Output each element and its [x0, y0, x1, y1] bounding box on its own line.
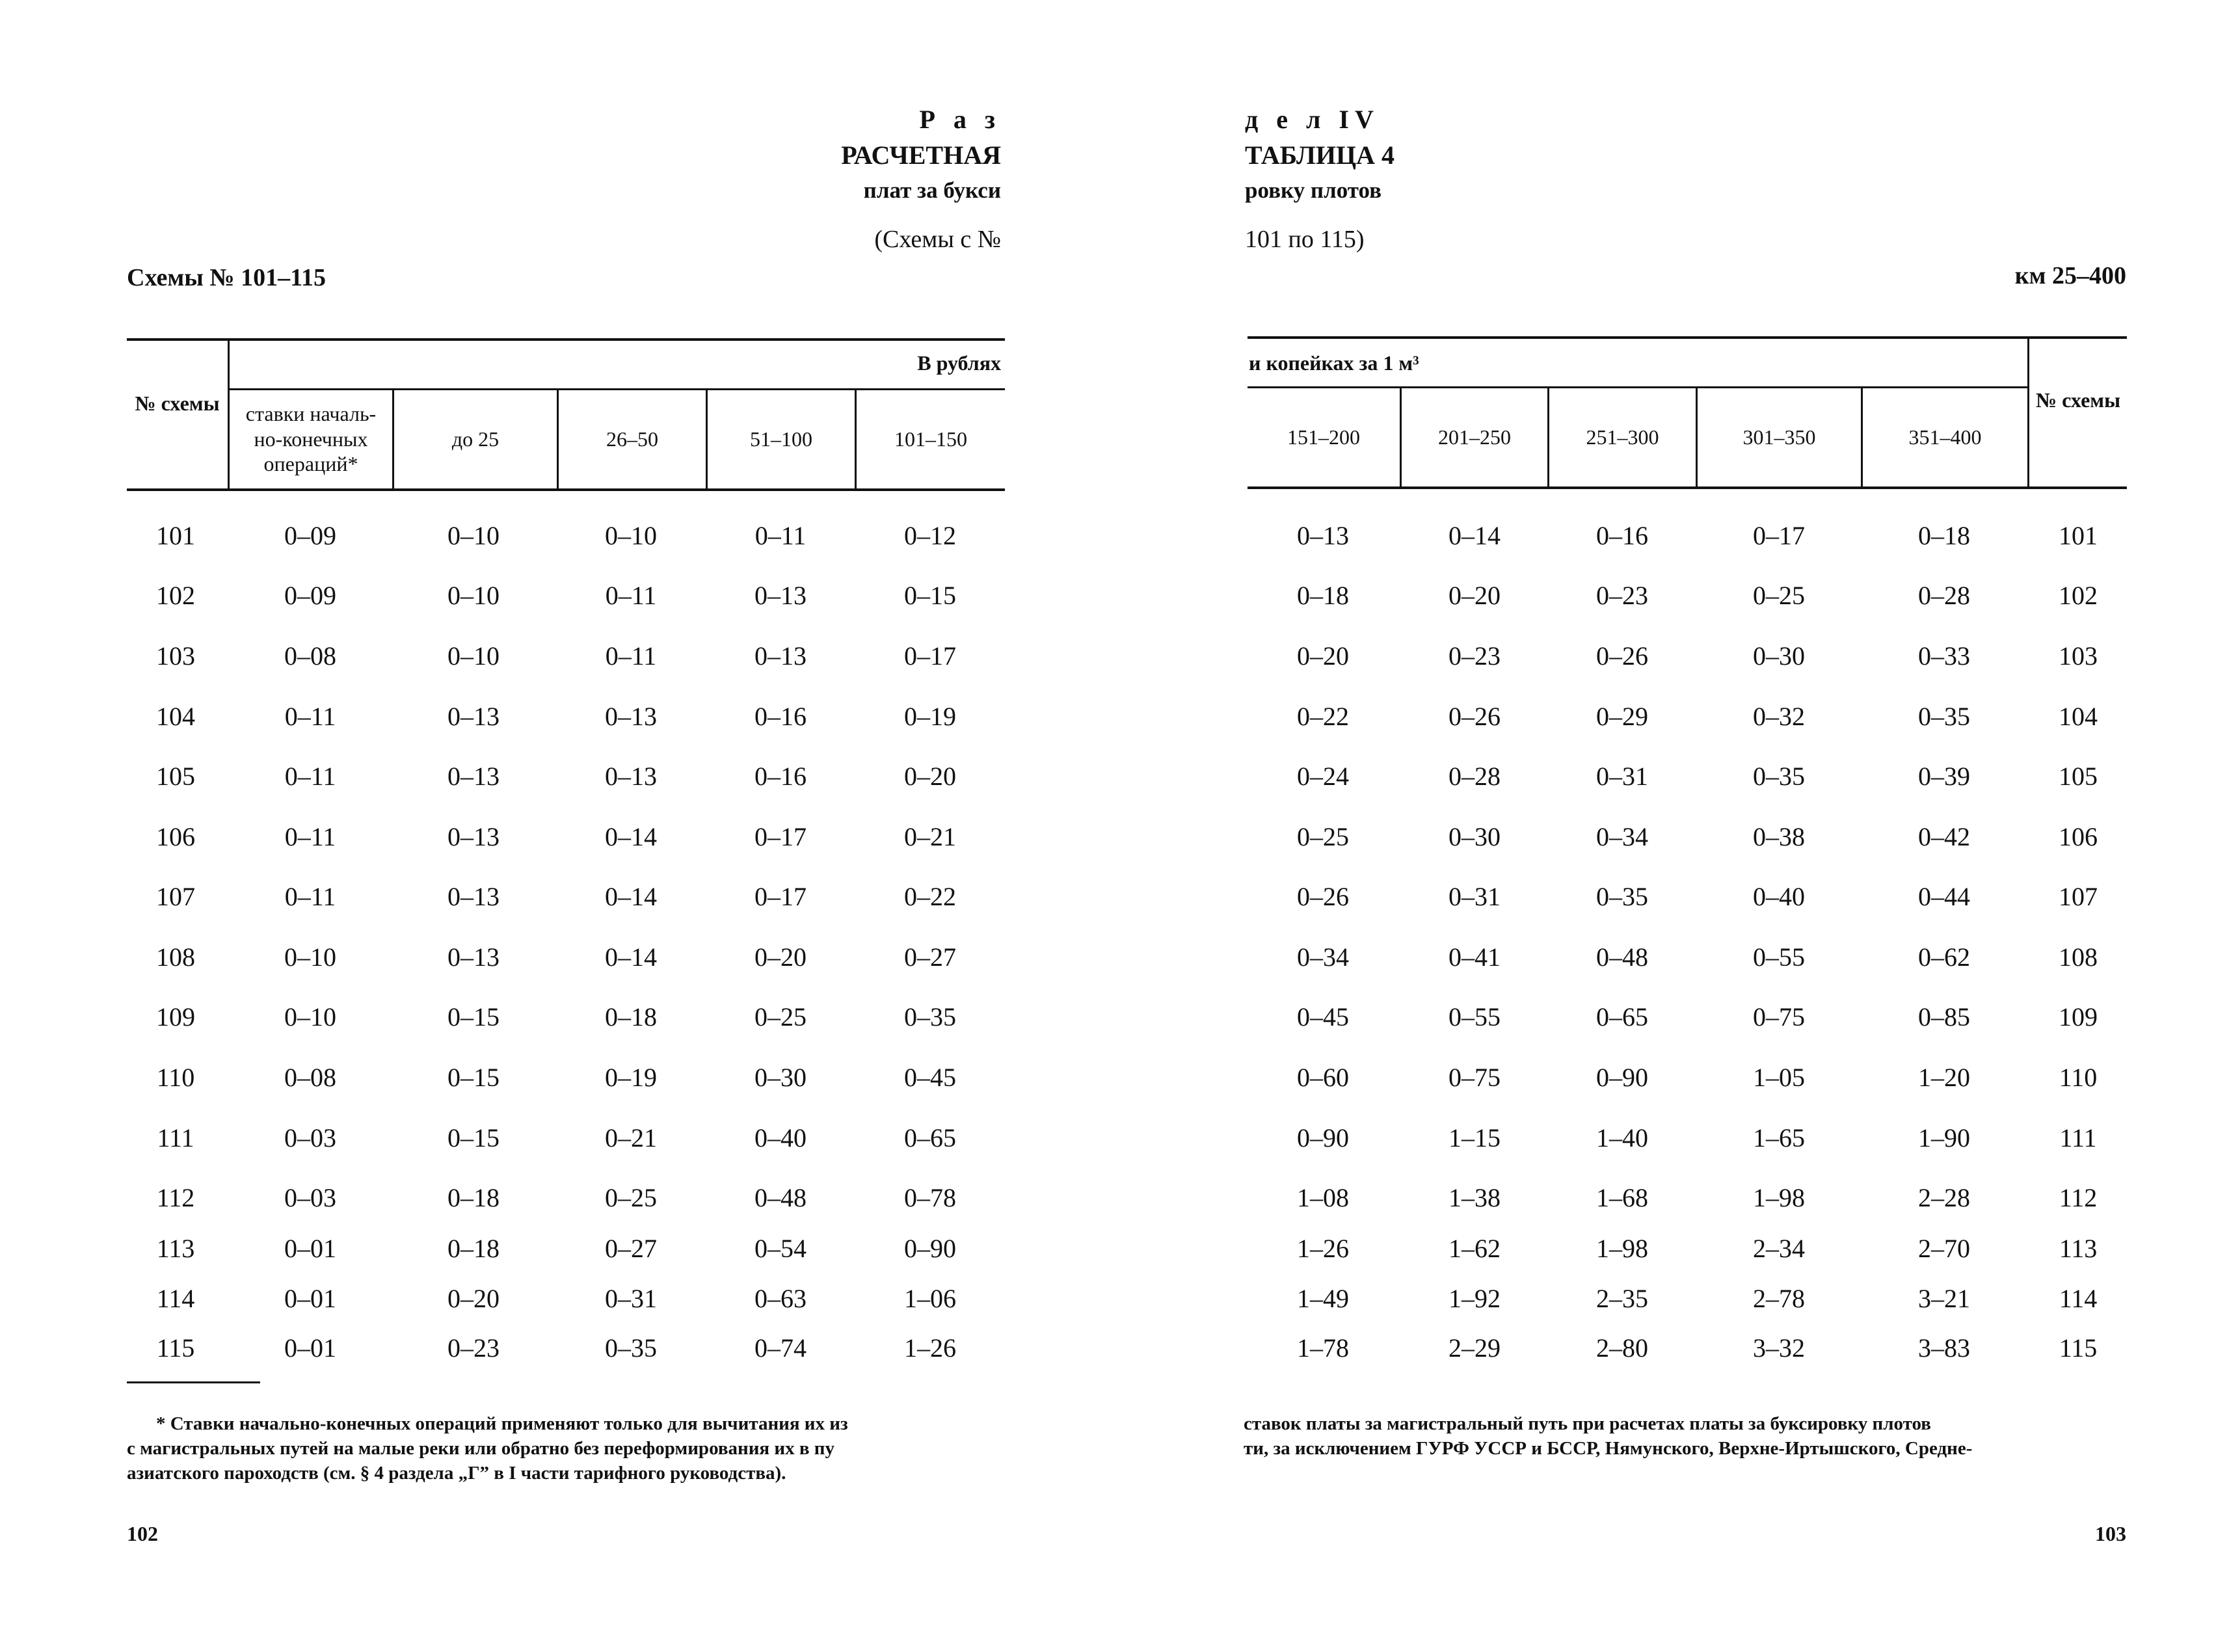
rate-cell-right: 2–28	[1918, 1183, 1970, 1212]
rate-cell-left: 0–13	[447, 762, 500, 791]
rate-cell-right: 0–75	[1753, 1002, 1805, 1032]
rate-cell-left: 0–48	[754, 1183, 807, 1212]
rate-cell-right: 1–98	[1753, 1183, 1805, 1212]
rate-cell-left: 0–08	[284, 1063, 336, 1092]
scheme-number-right: 107	[2059, 882, 2098, 911]
scheme-number-right: 104	[2059, 702, 2098, 731]
rate-cell-right: 0–38	[1753, 822, 1805, 851]
rate-cell-right: 1–05	[1753, 1063, 1805, 1092]
rate-cell-left: 0–17	[904, 641, 956, 671]
rate-cell-right: 0–40	[1753, 882, 1805, 911]
page-number-right: 103	[2095, 1522, 2126, 1545]
section-label-right: д е л IV	[1245, 105, 1380, 134]
rate-cell-left: 0–17	[754, 882, 807, 911]
col-header-right-4: 351–400	[1908, 425, 1982, 449]
rate-cell-right: 0–48	[1596, 942, 1648, 972]
rate-cell-left: 0–13	[447, 702, 500, 731]
rate-cell-left: 0–25	[605, 1183, 657, 1212]
rate-cell-right: 0–24	[1297, 762, 1349, 791]
rate-cell-right: 0–13	[1297, 521, 1349, 550]
right-table-top-rule	[1248, 336, 2127, 339]
right-table-vline	[2027, 336, 2029, 488]
rate-cell-left: 0–14	[605, 882, 657, 911]
rate-cell-left: 0–15	[447, 1063, 500, 1092]
rate-cell-right: 1–78	[1297, 1333, 1349, 1363]
rate-cell-left: 0–74	[754, 1333, 807, 1363]
scheme-number-right: 108	[2059, 942, 2098, 972]
scheme-number-left: 101	[156, 521, 195, 550]
rate-cell-right: 3–83	[1918, 1333, 1970, 1363]
rate-cell-left: 0–11	[284, 882, 336, 911]
page-number-left: 102	[127, 1522, 158, 1545]
rate-cell-right: 0–26	[1297, 882, 1349, 911]
scheme-number-left: 109	[156, 1002, 195, 1032]
rate-cell-left: 0–35	[605, 1333, 657, 1363]
title-right: ТАБЛИЦА 4	[1245, 140, 1395, 170]
rate-cell-left: 0–13	[447, 942, 500, 972]
scheme-number-right: 115	[2059, 1333, 2098, 1363]
rate-cell-right: 0–28	[1918, 581, 1970, 610]
col-header-right-0: 151–200	[1287, 425, 1360, 449]
rate-cell-left: 0–30	[754, 1063, 807, 1092]
scheme-number-right: 111	[2059, 1123, 2097, 1152]
rate-cell-right: 0–20	[1448, 581, 1501, 610]
rate-cell-right: 0–55	[1448, 1002, 1501, 1032]
scheme-number-left: 115	[156, 1333, 195, 1363]
scheme-number-left: 105	[156, 762, 195, 791]
rate-cell-right: 3–32	[1753, 1333, 1805, 1363]
rate-cell-right: 0–60	[1297, 1063, 1349, 1092]
rate-cell-right: 0–35	[1596, 882, 1648, 911]
rate-cell-right: 0–28	[1448, 762, 1501, 791]
rate-cell-right: 3–21	[1918, 1284, 1970, 1313]
rate-cell-left: 0–11	[754, 521, 807, 550]
rate-cell-right: 0–14	[1448, 521, 1501, 550]
subtitle-right: ровку плотов	[1245, 178, 1382, 203]
subtitle-left: плат за букси	[863, 178, 1001, 203]
rate-cell-left: 0–03	[284, 1123, 336, 1152]
rate-cell-left: 0–13	[447, 822, 500, 851]
rate-cell-left: 0–45	[904, 1063, 956, 1092]
rate-cell-left: 0–18	[447, 1234, 500, 1263]
rate-cell-right: 0–17	[1753, 521, 1805, 550]
rate-cell-left: 0–09	[284, 521, 336, 550]
footnote-left-line-2: с магистральных путей на малые реки или обратно без переформирования их в пу	[127, 1438, 834, 1459]
rate-cell-left: 0–11	[284, 702, 336, 731]
rate-cell-right: 0–26	[1596, 641, 1648, 671]
rate-cell-left: 0–10	[605, 521, 657, 550]
rate-cell-right: 2–29	[1448, 1333, 1501, 1363]
currency-note-left: В рублях	[917, 351, 1001, 375]
rate-cell-left: 0–27	[904, 942, 956, 972]
rate-cell-left: 0–15	[447, 1002, 500, 1032]
rate-cell-left: 0–21	[904, 822, 956, 851]
rate-cell-right: 1–49	[1297, 1284, 1349, 1313]
col-header-scheme-right: № схемы	[2035, 388, 2121, 412]
rate-cell-left: 0–13	[605, 762, 657, 791]
rate-cell-right: 0–90	[1297, 1123, 1349, 1152]
col-header-left-0: до 25	[451, 427, 500, 451]
rate-cell-left: 0–11	[284, 762, 336, 791]
rate-cell-left: 0–10	[447, 581, 500, 610]
rate-cell-right: 0–45	[1297, 1002, 1349, 1032]
rate-cell-left: 0–40	[754, 1123, 807, 1152]
rate-cell-left: 0–18	[605, 1002, 657, 1032]
scheme-number-right: 101	[2059, 521, 2098, 550]
km-label: км 25–400	[2014, 262, 2126, 289]
rate-cell-right: 0–75	[1448, 1063, 1501, 1092]
rate-cell-right: 0–42	[1918, 822, 1970, 851]
rate-cell-left: 0–63	[754, 1284, 807, 1313]
rate-cell-right: 0–35	[1918, 702, 1970, 731]
rate-cell-left: 0–09	[284, 581, 336, 610]
rate-cell-left: 0–13	[754, 641, 807, 671]
rate-cell-left: 0–14	[605, 822, 657, 851]
footnote-right-line-2: ти, за исключением ГУРФ УССР и БССР, Нямунского, Верхне-Иртышского, Средне-	[1244, 1438, 1973, 1459]
rate-cell-right: 1–40	[1596, 1123, 1648, 1152]
rate-cell-right: 2–35	[1596, 1284, 1648, 1313]
rate-cell-left: 0–21	[605, 1123, 657, 1152]
rate-cell-right: 0–23	[1596, 581, 1648, 610]
scheme-number-left: 107	[156, 882, 195, 911]
rate-cell-right: 0–32	[1753, 702, 1805, 731]
rate-cell-left: 0–35	[904, 1002, 956, 1032]
rate-cell-left: 0–12	[904, 521, 956, 550]
rate-cell-left: 0–10	[284, 1002, 336, 1032]
title-left: РАСЧЕТНАЯ	[841, 140, 1001, 170]
col-header-scheme-left: № схемы	[135, 391, 220, 415]
col-header-right-3: 301–350	[1742, 425, 1816, 449]
rate-cell-left: 0–54	[754, 1234, 807, 1263]
rate-cell-right: 0–62	[1918, 942, 1970, 972]
rate-cell-right: 0–18	[1918, 521, 1970, 550]
rate-cell-right: 0–25	[1297, 822, 1349, 851]
rate-cell-left: 0–11	[605, 581, 657, 610]
scheme-number-right: 105	[2059, 762, 2098, 791]
left-table-top-rule	[127, 338, 1005, 341]
rate-cell-right: 0–31	[1596, 762, 1648, 791]
rate-cell-right: 0–44	[1918, 882, 1970, 911]
scheme-number-right: 114	[2059, 1284, 2098, 1313]
rate-cell-right: 1–98	[1596, 1234, 1648, 1263]
rate-cell-left: 0–25	[754, 1002, 807, 1032]
scheme-number-right: 113	[2059, 1234, 2098, 1263]
rate-cell-left: 0–65	[904, 1123, 956, 1152]
scheme-number-right: 102	[2059, 581, 2098, 610]
left-table-subheader-rule	[228, 388, 1005, 390]
scheme-number-left: 104	[156, 702, 195, 731]
rate-cell-right: 0–90	[1596, 1063, 1648, 1092]
rate-cell-right: 1–90	[1918, 1123, 1970, 1152]
left-table-header-bottom-rule	[127, 488, 1005, 491]
col-header-right-2: 251–300	[1586, 425, 1659, 449]
rate-cell-left: 0–90	[904, 1234, 956, 1263]
rate-cell-right: 0–29	[1596, 702, 1648, 731]
scheme-number-left: 108	[156, 942, 195, 972]
rate-cell-right: 0–34	[1297, 942, 1349, 972]
scheme-number-left: 110	[156, 1063, 195, 1092]
rate-cell-right: 0–85	[1918, 1002, 1970, 1032]
col-header-left-3: 101–150	[894, 427, 967, 451]
rate-cell-right: 0–20	[1297, 641, 1349, 671]
rate-cell-left: 0–16	[754, 702, 807, 731]
rate-cell-left: 0–10	[447, 521, 500, 550]
scheme-number-right: 106	[2059, 822, 2098, 851]
rate-cell-left: 0–27	[605, 1234, 657, 1263]
rate-cell-left: 0–13	[754, 581, 807, 610]
col-header-left-1: 26–50	[606, 427, 658, 451]
rate-cell-left: 0–13	[447, 882, 500, 911]
rate-cell-left: 0–14	[605, 942, 657, 972]
scheme-number-left: 103	[156, 641, 195, 671]
footnote-right-line-1: ставок платы за магистральный путь при расчетах платы за буксировку плотов	[1244, 1413, 1931, 1434]
rate-cell-left: 0–17	[754, 822, 807, 851]
scheme-number-right: 112	[2059, 1183, 2098, 1212]
rate-cell-right: 0–33	[1918, 641, 1970, 671]
rate-cell-left: 1–06	[904, 1284, 956, 1313]
right-table-header-bottom-rule	[1248, 486, 2127, 489]
scheme-number-right: 109	[2059, 1002, 2098, 1032]
rate-cell-left: 0–03	[284, 1183, 336, 1212]
rate-cell-right: 2–80	[1596, 1333, 1648, 1363]
rate-cell-left: 0–20	[754, 942, 807, 972]
rate-cell-left: 0–19	[605, 1063, 657, 1092]
scheme-number-left: 106	[156, 822, 195, 851]
rate-cell-left: 0–23	[447, 1333, 500, 1363]
rate-cell-right: 0–26	[1448, 702, 1501, 731]
rate-cell-left: 1–26	[904, 1333, 956, 1363]
rate-cell-right: 0–22	[1297, 702, 1349, 731]
rate-cell-right: 1–15	[1448, 1123, 1501, 1152]
rate-cell-right: 0–55	[1753, 942, 1805, 972]
rate-cell-right: 1–20	[1918, 1063, 1970, 1092]
rate-cell-right: 0–30	[1753, 641, 1805, 671]
scheme-number-left: 112	[156, 1183, 195, 1212]
rate-cell-right: 1–92	[1448, 1284, 1501, 1313]
rate-cell-right: 1–62	[1448, 1234, 1501, 1263]
rate-cell-right: 1–38	[1448, 1183, 1501, 1212]
rate-cell-right: 1–68	[1596, 1183, 1648, 1212]
rate-cell-left: 0–16	[754, 762, 807, 791]
left-table-vline	[228, 338, 230, 490]
rate-cell-left: 0–11	[284, 822, 336, 851]
rate-cell-right: 2–34	[1753, 1234, 1805, 1263]
rate-cell-left: 0–01	[284, 1284, 336, 1313]
rate-cell-right: 0–35	[1753, 762, 1805, 791]
rate-cell-left: 0–78	[904, 1183, 956, 1212]
scheme-number-right: 103	[2059, 641, 2098, 671]
scheme-number-left: 113	[156, 1234, 195, 1263]
rate-cell-left: 0–20	[904, 762, 956, 791]
rate-cell-left: 0–11	[605, 641, 657, 671]
rate-cell-left: 0–18	[447, 1183, 500, 1212]
rate-cell-right: 1–08	[1297, 1183, 1349, 1212]
rate-cell-right: 0–25	[1753, 581, 1805, 610]
rate-cell-right: 1–26	[1297, 1234, 1349, 1263]
rate-cell-left: 0–22	[904, 882, 956, 911]
rate-cell-left: 0–08	[284, 641, 336, 671]
rate-cell-left: 0–01	[284, 1234, 336, 1263]
col-header-start-end: ставки началь-но-конечных операций*	[245, 402, 377, 476]
rate-cell-left: 0–15	[447, 1123, 500, 1152]
schemes-range-left: (Схемы с №	[874, 226, 1001, 253]
rate-cell-right: 0–30	[1448, 822, 1501, 851]
scheme-number-left: 102	[156, 581, 195, 610]
footnote-left-line-1: * Ставки начально-конечных операций применяют только для вычитания их из	[156, 1413, 848, 1434]
schemes-range-right: 101 по 115)	[1245, 226, 1365, 253]
rate-cell-right: 2–70	[1918, 1234, 1970, 1263]
rate-cell-left: 0–20	[447, 1284, 500, 1313]
rate-cell-right: 0–31	[1448, 882, 1501, 911]
rate-cell-left: 0–10	[284, 942, 336, 972]
rate-cell-right: 0–23	[1448, 641, 1501, 671]
rate-cell-left: 0–15	[904, 581, 956, 610]
rate-cell-right: 1–65	[1753, 1123, 1805, 1152]
rate-cell-left: 0–31	[605, 1284, 657, 1313]
col-header-right-1: 201–250	[1438, 425, 1511, 449]
rate-cell-right: 0–34	[1596, 822, 1648, 851]
footnote-left-line-3: азиатского пароходств (см. § 4 раздела „Г” в I части тарифного руководства).	[127, 1463, 786, 1484]
scheme-number-left: 114	[156, 1284, 195, 1313]
rate-cell-left: 0–10	[447, 641, 500, 671]
rate-cell-right: 2–78	[1753, 1284, 1805, 1313]
rate-cell-right: 0–39	[1918, 762, 1970, 791]
right-table-subheader-rule	[1248, 386, 2028, 388]
rate-cell-right: 0–16	[1596, 521, 1648, 550]
schemes-label: Схемы № 101–115	[127, 264, 327, 291]
rate-cell-left: 0–19	[904, 702, 956, 731]
footnote-rule	[127, 1381, 260, 1383]
rate-cell-right: 0–18	[1297, 581, 1349, 610]
col-header-left-2: 51–100	[750, 427, 812, 451]
rate-cell-right: 0–41	[1448, 942, 1501, 972]
rate-cell-left: 0–01	[284, 1333, 336, 1363]
section-label-left: Р а з	[919, 105, 1001, 134]
scheme-number-right: 110	[2059, 1063, 2098, 1092]
currency-note-right: и копейках за 1 м³	[1249, 351, 1419, 375]
rate-cell-left: 0–13	[605, 702, 657, 731]
scheme-number-left: 111	[157, 1123, 194, 1152]
rate-cell-right: 0–65	[1596, 1002, 1648, 1032]
